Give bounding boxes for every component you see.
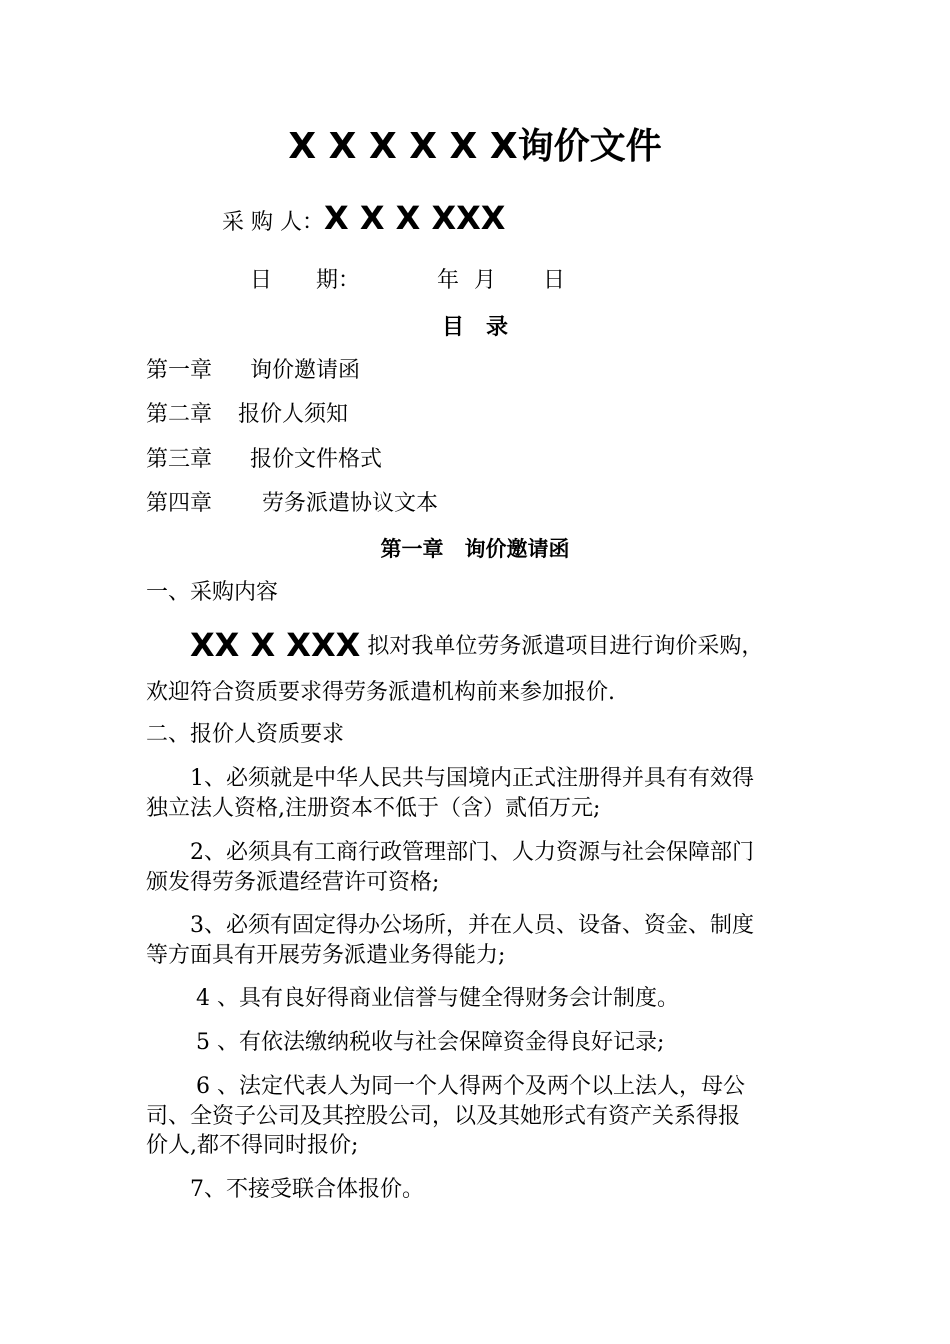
paragraph-line: 欢迎符合资质要求得劳务派遣机构前来参加报价. [146,680,615,705]
toc-chapter: 第一章 [146,358,213,383]
toc-item [146,445,382,475]
toc-name: 劳务派遣协议文本 [262,491,439,516]
date-year: 年 [437,268,460,293]
requirement-line: 7、不接受联合体报价。 [190,1177,424,1202]
section-heading: 一、采购内容 [146,580,279,605]
toc-name: 报价人须知 [238,402,349,427]
date-label: 日 期： [250,268,361,293]
requirement-line: 颁发得劳务派遣经营许可资格; [146,870,440,895]
paragraph-line [190,626,764,664]
purchaser-name: X X X XXX [324,199,506,237]
requirement-line: 司、全资子公司及其控股公司，以及其她形式有资产关系得报 [146,1104,741,1129]
toc-name: 询价邀请函 [250,358,361,383]
requirement-line: 3、必须有固定得办公场所，并在人员、设备、资金、制度 [190,913,754,938]
purchaser-line [222,198,505,243]
requirement-line: 1、必须就是中华人民共与国境内正式注册得并具有有效得 [190,766,754,791]
chapter-title: 第一章 询价邀请函 [380,537,570,561]
document-title: X X X X X X询价文件 [288,126,662,167]
paragraph-text: 拟对我单位劳务派遣项目进行询价采购， [367,634,764,659]
toc-item [146,400,348,430]
requirement-line: 6 、法定代表人为同一个人得两个及两个以上法人，母公 [196,1074,745,1099]
toc-name: 报价文件格式 [250,447,383,472]
requirement-line: 4 、具有良好得商业信誉与健全得财务会计制度。 [196,986,679,1011]
toc-chapter: 第三章 [146,447,213,472]
requirement-line: 等方面具有开展劳务派遣业务得能力; [146,943,506,968]
organization-name: XX X XXX [190,626,361,664]
requirement-line: 独立法人资格,注册资本不低于（含）贰佰万元; [146,796,601,821]
requirement-line: 5 、有依法缴纳税收与社会保障资金得良好记录; [196,1030,665,1055]
date-line [250,266,565,296]
toc-item [146,489,438,519]
toc-chapter: 第四章 [146,491,213,516]
purchaser-label: 采 购 人： [222,210,324,235]
requirement-line: 2、必须具有工商行政管理部门、人力资源与社会保障部门 [190,840,754,865]
toc-title: 目 录 [441,314,508,340]
section-heading: 二、报价人资质要求 [146,722,345,747]
date-day: 日 [543,268,566,293]
requirement-line: 价人,都不得同时报价; [146,1133,359,1158]
toc-item [146,356,360,386]
date-month: 月 [474,268,497,293]
toc-chapter: 第二章 [146,402,213,427]
